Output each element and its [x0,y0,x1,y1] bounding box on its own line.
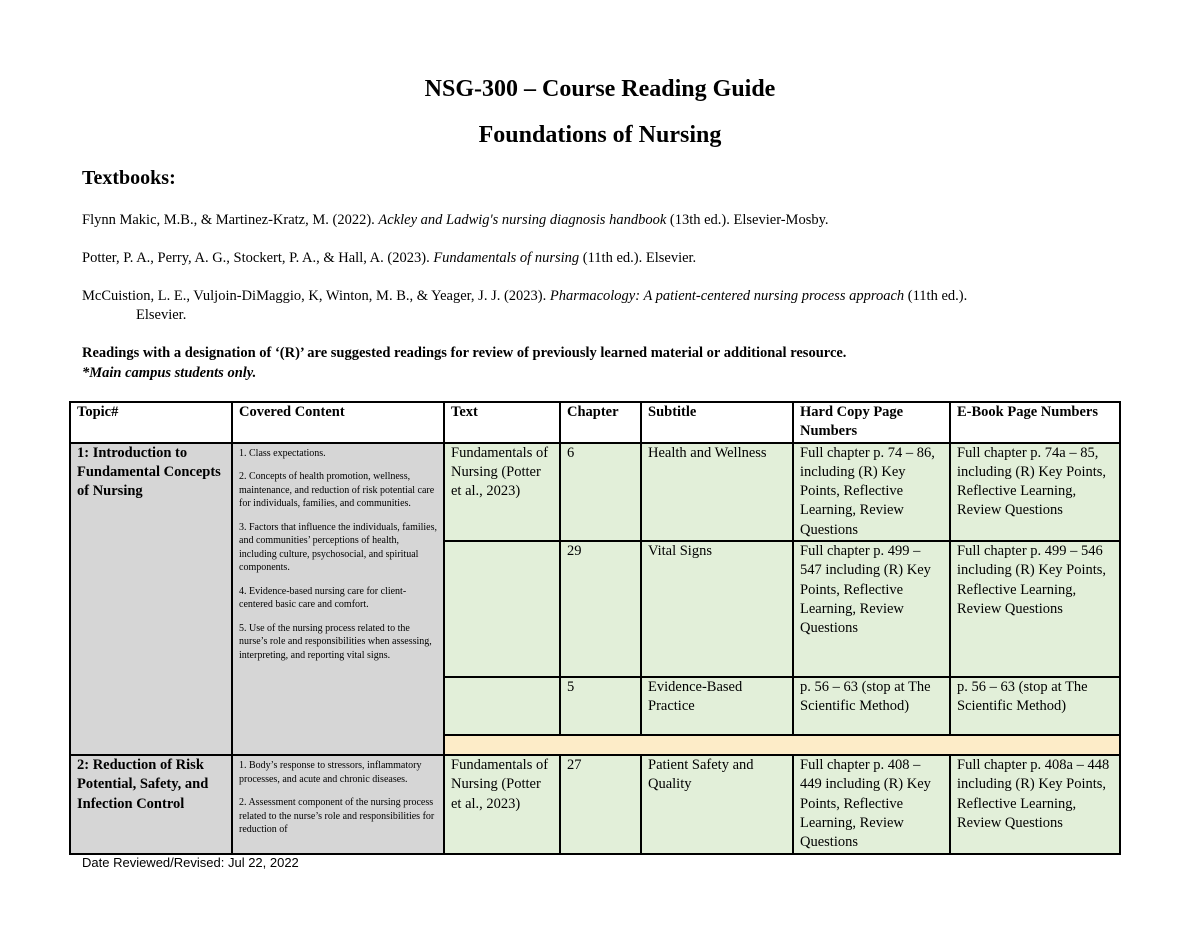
column-header: Hard Copy Page Numbers [793,402,950,443]
covered-item: 5. Use of the nursing process related to the nurse’s role and responsibilities when assessing, interpreting, and reporting vital signs. [239,622,432,661]
hardcopy-pages-cell: Full chapter p. 408 – 449 including (R) Key Points, Reflective Learning, Review Questions [793,755,950,853]
ebook-pages-cell: Full chapter p. 408a – 448 including (R) Key Points, Reflective Learning, Review Questions [950,755,1120,853]
covered-content-cell [232,443,444,755]
covered-item: 4. Evidence-based nursing care for client-centered basic care and comfort. [239,585,407,611]
textbooks-heading: Textbooks: [82,167,176,189]
subtitle-cell: Health and Wellness [641,443,793,541]
ebook-pages-cell: Full chapter p. 74a – 85, including (R) Key Points, Reflective Learning, Review Questions [950,443,1120,541]
table-row [70,443,1120,541]
subtitle-cell: Patient Safety and Quality [641,755,793,853]
text-cell [444,677,560,735]
covered-item: 1. Class expectations. [239,447,326,459]
column-header: Chapter [560,402,641,443]
chapter-cell: 27 [560,755,641,853]
text-cell: Fundamentals of Nursing (Potter et al., 2023) [444,443,560,541]
separator-cell [444,735,1120,755]
text-cell: Fundamentals of Nursing (Potter et al., 2023) [444,755,560,853]
campus-note: *Main campus students only. [82,365,257,381]
hardcopy-pages-cell: Full chapter p. 74 – 86, including (R) Key Points, Reflective Learning, Review Questions [793,443,950,541]
reference-item: Potter, P. A., Perry, A. G., Stockert, P. A., & Hall, A. (2023). Fundamentals of nursing (11th ed.). Elsevier. [82,250,697,266]
text-cell [444,541,560,677]
ebook-pages-cell: p. 56 – 63 (stop at The Scientific Method) [950,677,1120,735]
document-subtitle: Foundations of Nursing [478,122,722,148]
column-header: Text [444,402,560,443]
chapter-cell: 29 [560,541,641,677]
column-header: Subtitle [641,402,793,443]
hardcopy-pages-cell: Full chapter p. 499 – 547 including (R) Key Points, Reflective Learning, Review Questions [793,541,950,677]
covered-item: 3. Factors that influence the individuals, families, and communities’ perceptions of health, including culture, psychosocial, and spiritual components. [239,521,438,574]
readings-note: Readings with a designation of ‘(R)’ are suggested readings for review of previously learned material or additional resource. [82,345,847,361]
column-header: Covered Content [232,402,444,443]
covered-item: 1. Body’s response to stressors, inflammatory processes, and acute and chronic diseases. [239,760,422,785]
hardcopy-pages-cell: p. 56 – 63 (stop at The Scientific Method) [793,677,950,735]
covered-item: 2. Assessment component of the nursing process related to the nurse’s role and responsibilities for reduction of [239,797,435,836]
covered-content-cell [232,755,444,853]
topic-cell: 2: Reduction of Risk Potential, Safety, and Infection Control [70,755,232,853]
reading-guide-table [69,401,1121,855]
reference-item: Flynn Makic, M.B., & Martinez-Kratz, M. (2022). Ackley and Ladwig's nursing diagnosis handbook (13th ed.). Elsevier-Mosby. [82,212,829,228]
subtitle-cell: Evidence-Based Practice [641,677,793,735]
reference-item: McCuistion, L. E., Vuljoin-DiMaggio, K, Winton, M. B., & Yeager, J. J. (2023). Pharmacology: A patient-centered nursing process approach (11th ed.). Elsevier. [82,288,968,323]
chapter-cell: 6 [560,443,641,541]
ebook-pages-cell: Full chapter p. 499 – 546 including (R) Key Points, Reflective Learning, Review Questions [950,541,1120,677]
table-row [70,755,1120,853]
subtitle-cell: Vital Signs [641,541,793,677]
table-header-row [70,402,1120,443]
column-header: E-Book Page Numbers [950,402,1120,443]
chapter-cell: 5 [560,677,641,735]
covered-item: 2. Concepts of health promotion, wellness, maintenance, and reduction of risk potential care for individuals, families, and communities. [239,471,435,510]
document-title: NSG-300 – Course Reading Guide [424,76,776,102]
column-header: Topic# [70,402,232,443]
topic-cell: 1: Introduction to Fundamental Concepts of Nursing [70,443,232,755]
date-reviewed: Date Reviewed/Revised: Jul 22, 2022 [82,855,299,870]
